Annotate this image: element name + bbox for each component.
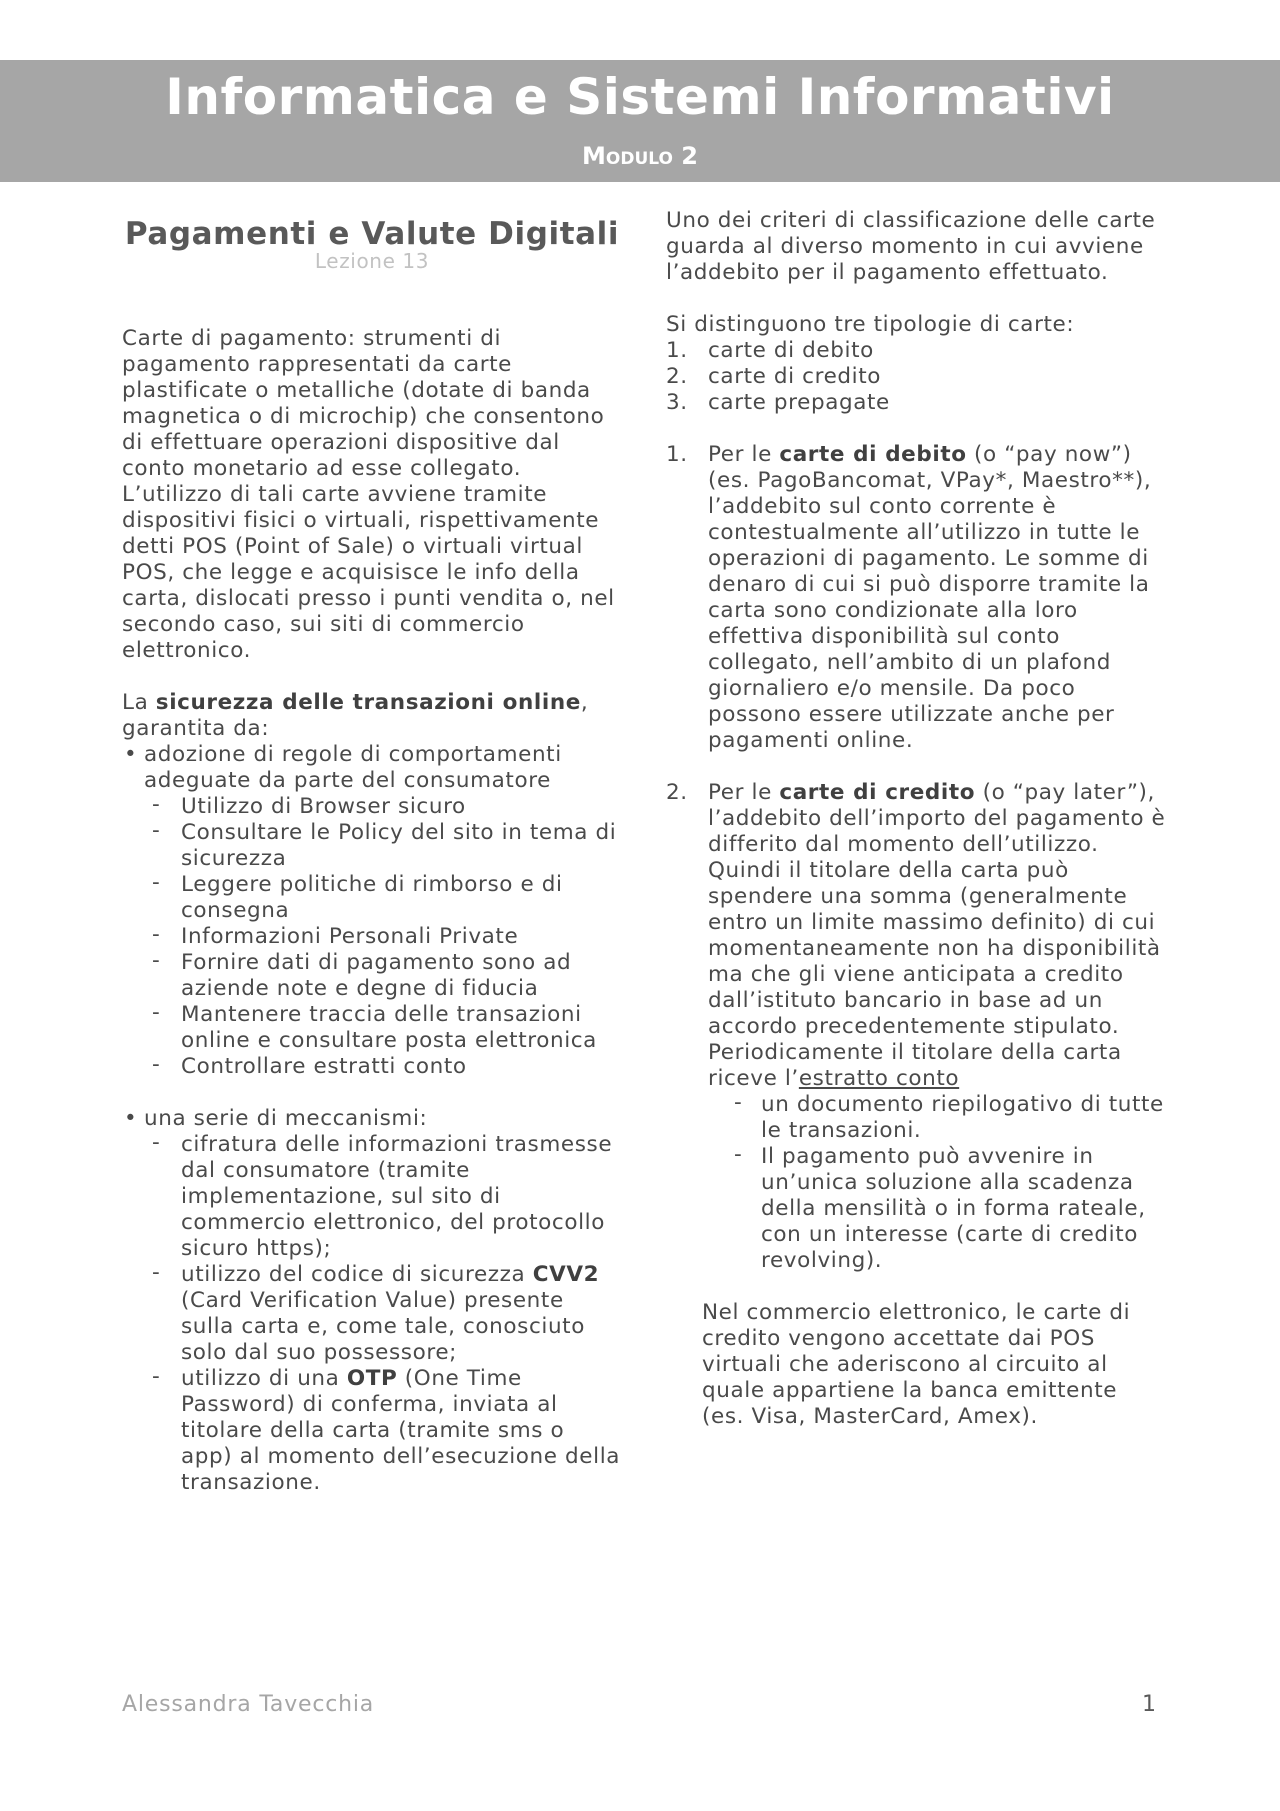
list-item: • una serie di meccanismi:: [122, 1106, 622, 1132]
intro-paragraph: Carte di pagamento: strumenti di pagamento rappresentati da carte plastificate o metalliche (dotate di banda magnetica o di microchip) che consentono di effettuare operazioni dispositive dal conto monetario ad esse collegato.: [122, 326, 605, 481]
credit-card-item: 2. Per le carte di credito (o “pay later”), l’addebito dell’importo del pagamento è differito dal momento dell’utilizzo. Quindi il titolare della carta può spendere una somma (generalmente entro un limite massimo definito) di cui momentaneamente non ha disponibilità ma che gli viene anticipata a credito dall’istituto bancario in base ad un accordo precedentemente stipulato. Periodicamente il titolare della carta riceve l’estratto conto: [666, 780, 1166, 1091]
footer-author: Alessandra Tavecchia: [122, 1692, 375, 1717]
lesson-label: Lezione 13: [314, 249, 430, 273]
list-item: - Utilizzo di Browser sicuro: [122, 794, 622, 820]
list-item: - Il pagamento può avvenire in un’unica soluzione alla scadenza della mensilità o in forma rateale, con un interesse (carte di credito revolving).: [666, 1144, 1166, 1274]
ecommerce-paragraph: Nel commercio elettronico, le carte di credito vengono accettate dai POS virtuali che aderiscono al circuito al quale appartiene la banca emittente (es. Visa, MasterCard, Amex).: [702, 1300, 1131, 1429]
page-number: 1: [1142, 1692, 1156, 1717]
statement-term: estratto conto: [798, 1066, 960, 1091]
list-item: 3. carte prepagate: [666, 390, 890, 415]
list-item: 1. carte di debito: [666, 338, 874, 363]
header-banner: [0, 60, 1280, 182]
page-title: Informatica e Sistemi Informativi: [165, 68, 1115, 126]
list-item: - Mantenere traccia delle transazioni online e consultare posta elettronica: [122, 1002, 622, 1054]
list-item: - un documento riepilogativo di tutte le transazioni.: [666, 1092, 1166, 1144]
section-title: Pagamenti e Valute Digitali: [124, 216, 620, 252]
list-item: 2. carte di credito: [666, 364, 882, 389]
list-item: - Controllare estratti conto: [122, 1054, 622, 1080]
security-paragraph: La sicurezza delle transazioni online, garantita da:: [122, 690, 589, 741]
list-item: - utilizzo del codice di sicurezza CVV2 (Card Verification Value) presente sulla carta e, come tale, conosciuto solo dal suo possessore;: [122, 1262, 622, 1366]
right-column: [666, 208, 1166, 1430]
types-intro: Si distinguono tre tipologie di carte:: [666, 312, 1075, 337]
classification-paragraph: Uno dei criteri di classificazione delle carte guarda al diverso momento in cui avviene l’addebito per il pagamento effettuato.: [666, 208, 1156, 285]
list-item: • adozione di regole di comportamenti adeguate da parte del consumatore: [122, 742, 622, 794]
debit-card-item: 1. Per le carte di debito (o “pay now”)(es. PagoBancomat, VPay*, Maestro**), l’addebito sul conto corrente è contestualmente all’utilizzo in tutte le operazioni di pagamento. Le somme di denaro di cui si può disporre tramite la carta sono condizionate alla loro effettiva disponibilità sul conto collegato, nell’ambito di un plafond giornaliero e/o mensile. Da poco possono essere utilizzate anche per pagamenti online.: [666, 442, 1152, 753]
left-column: [122, 208, 622, 1496]
list-item: - utilizzo di una OTP (One Time Password) di conferma, inviata al titolare della carta (tramite sms o app) al momento dell’esecuzione della transazione.: [122, 1366, 622, 1496]
list-item: - Fornire dati di pagamento sono ad aziende note e degne di fiducia: [122, 950, 622, 1002]
list-item: - Informazioni Personali Private: [122, 924, 622, 950]
list-item: - Leggere politiche di rimborso e di consegna: [122, 872, 622, 924]
list-item: - cifratura delle informazioni trasmesse dal consumatore (tramite implementazione, sul sito di commercio elettronico, del protocollo sicuro https);: [122, 1132, 622, 1262]
list-item: - Consultare le Policy del sito in tema di sicurezza: [122, 820, 622, 872]
page-subtitle: Modulo 2: [582, 142, 698, 170]
pos-paragraph: L’utilizzo di tali carte avviene tramite dispositivi fisici o virtuali, rispettivamente detti POS (Point of Sale) o virtuali virtual POS, che legge e acquisisce le info della carta, dislocati presso i punti vendita o, nel secondo caso, sui siti di commercio elettronico.: [122, 482, 615, 663]
